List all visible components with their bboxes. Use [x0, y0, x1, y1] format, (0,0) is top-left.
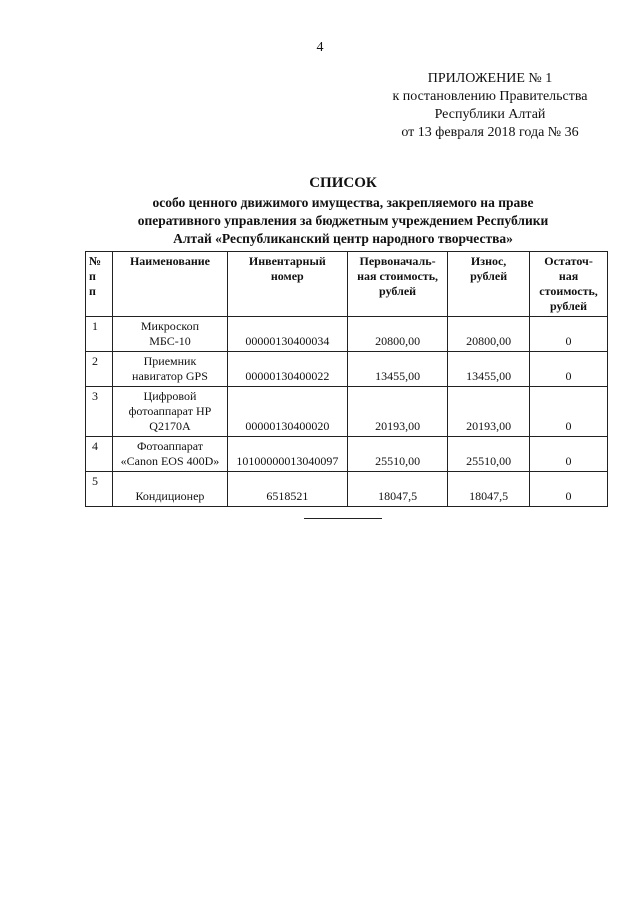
appendix-line: к постановлению Правительства [392, 89, 588, 104]
header-rest-line: Остаточ- [544, 254, 593, 268]
row-name-line: Приемник [143, 354, 197, 368]
row-name-line: фотоаппарат HP [128, 404, 212, 418]
row-name-line: Цифровой [143, 389, 197, 403]
row-name-line [116, 474, 223, 489]
header-rest-line: стоимость, [539, 284, 598, 298]
row-name [113, 387, 227, 437]
row-initial-cost: 20800,00 [348, 317, 448, 352]
property-table [85, 251, 608, 507]
header-wear-line: Износ, [470, 254, 507, 268]
header-residual-cost [530, 252, 608, 317]
table-row [86, 472, 608, 507]
row-residual-cost: 0 [530, 437, 608, 472]
row-wear: 20193,00 [448, 387, 530, 437]
table-row [86, 317, 608, 352]
row-name-line: «Canon EOS 400D» [120, 454, 220, 468]
row-initial-cost: 13455,00 [348, 352, 448, 387]
row-name-line: Микроскоп [140, 319, 200, 333]
row-inventory: 10100000013040097 [227, 437, 347, 472]
table-row [86, 387, 608, 437]
row-name [113, 352, 227, 387]
row-name-line: Q2170A [149, 419, 191, 433]
header-inventory-line: Инвентарный [248, 254, 326, 268]
row-name [113, 472, 227, 507]
document-subtitle [100, 194, 586, 248]
row-number: 2 [86, 352, 113, 387]
row-name [113, 437, 227, 472]
header-cost-line: рублей [379, 284, 417, 298]
header-initial-cost [348, 252, 448, 317]
row-name-line: навигатор GPS [132, 369, 208, 383]
header-name: Наименование [113, 252, 227, 317]
row-initial-cost: 18047,5 [348, 472, 448, 507]
table-row [86, 352, 608, 387]
row-name [113, 317, 227, 352]
row-inventory: 6518521 [227, 472, 347, 507]
row-residual-cost: 0 [530, 387, 608, 437]
row-wear: 18047,5 [448, 472, 530, 507]
document-title: СПИСОК [309, 175, 377, 191]
header-inventory [227, 252, 347, 317]
header-cost-line: Первоначаль- [359, 254, 436, 268]
subtitle-line: Алтай «Республиканский центр народного творчества» [173, 231, 513, 246]
subtitle-line: оперативного управления за бюджетным учреждением Республики [137, 213, 549, 228]
row-number: 5 [86, 472, 113, 507]
header-rest-line: ная [558, 269, 579, 283]
closing-divider [304, 518, 382, 519]
row-inventory: 00000130400022 [227, 352, 347, 387]
appendix-line: Республики Алтай [434, 107, 546, 122]
header-num-line: № [89, 254, 102, 268]
header-num [86, 252, 113, 317]
header-wear-line: рублей [470, 269, 508, 283]
row-number: 1 [86, 317, 113, 352]
header-num-line: п [89, 284, 96, 298]
subtitle-line: особо ценного движимого имущества, закрепляемого на праве [152, 195, 534, 210]
row-wear: 20800,00 [448, 317, 530, 352]
row-residual-cost: 0 [530, 317, 608, 352]
table-row [86, 437, 608, 472]
header-inventory-line: номер [270, 269, 304, 283]
row-number: 3 [86, 387, 113, 437]
page-number: 4 [316, 40, 324, 55]
row-number: 4 [86, 437, 113, 472]
row-inventory: 00000130400020 [227, 387, 347, 437]
row-name-line: Кондиционер [135, 489, 205, 503]
header-wear [448, 252, 530, 317]
row-residual-cost: 0 [530, 352, 608, 387]
header-num-line: п [89, 269, 96, 283]
row-wear: 13455,00 [448, 352, 530, 387]
row-inventory: 00000130400034 [227, 317, 347, 352]
row-initial-cost: 20193,00 [348, 387, 448, 437]
appendix-line: от 13 февраля 2018 года № 36 [401, 125, 579, 140]
row-name-line: МБС-10 [149, 334, 191, 348]
row-residual-cost: 0 [530, 472, 608, 507]
header-rest-line: рублей [550, 299, 588, 313]
row-initial-cost: 25510,00 [348, 437, 448, 472]
header-cost-line: ная стоимость, [357, 269, 439, 283]
table-header-row [86, 252, 608, 317]
appendix-header [376, 70, 604, 142]
row-name-line: Фотоаппарат [136, 439, 203, 453]
row-wear: 25510,00 [448, 437, 530, 472]
appendix-line: ПРИЛОЖЕНИЕ № 1 [427, 71, 553, 86]
